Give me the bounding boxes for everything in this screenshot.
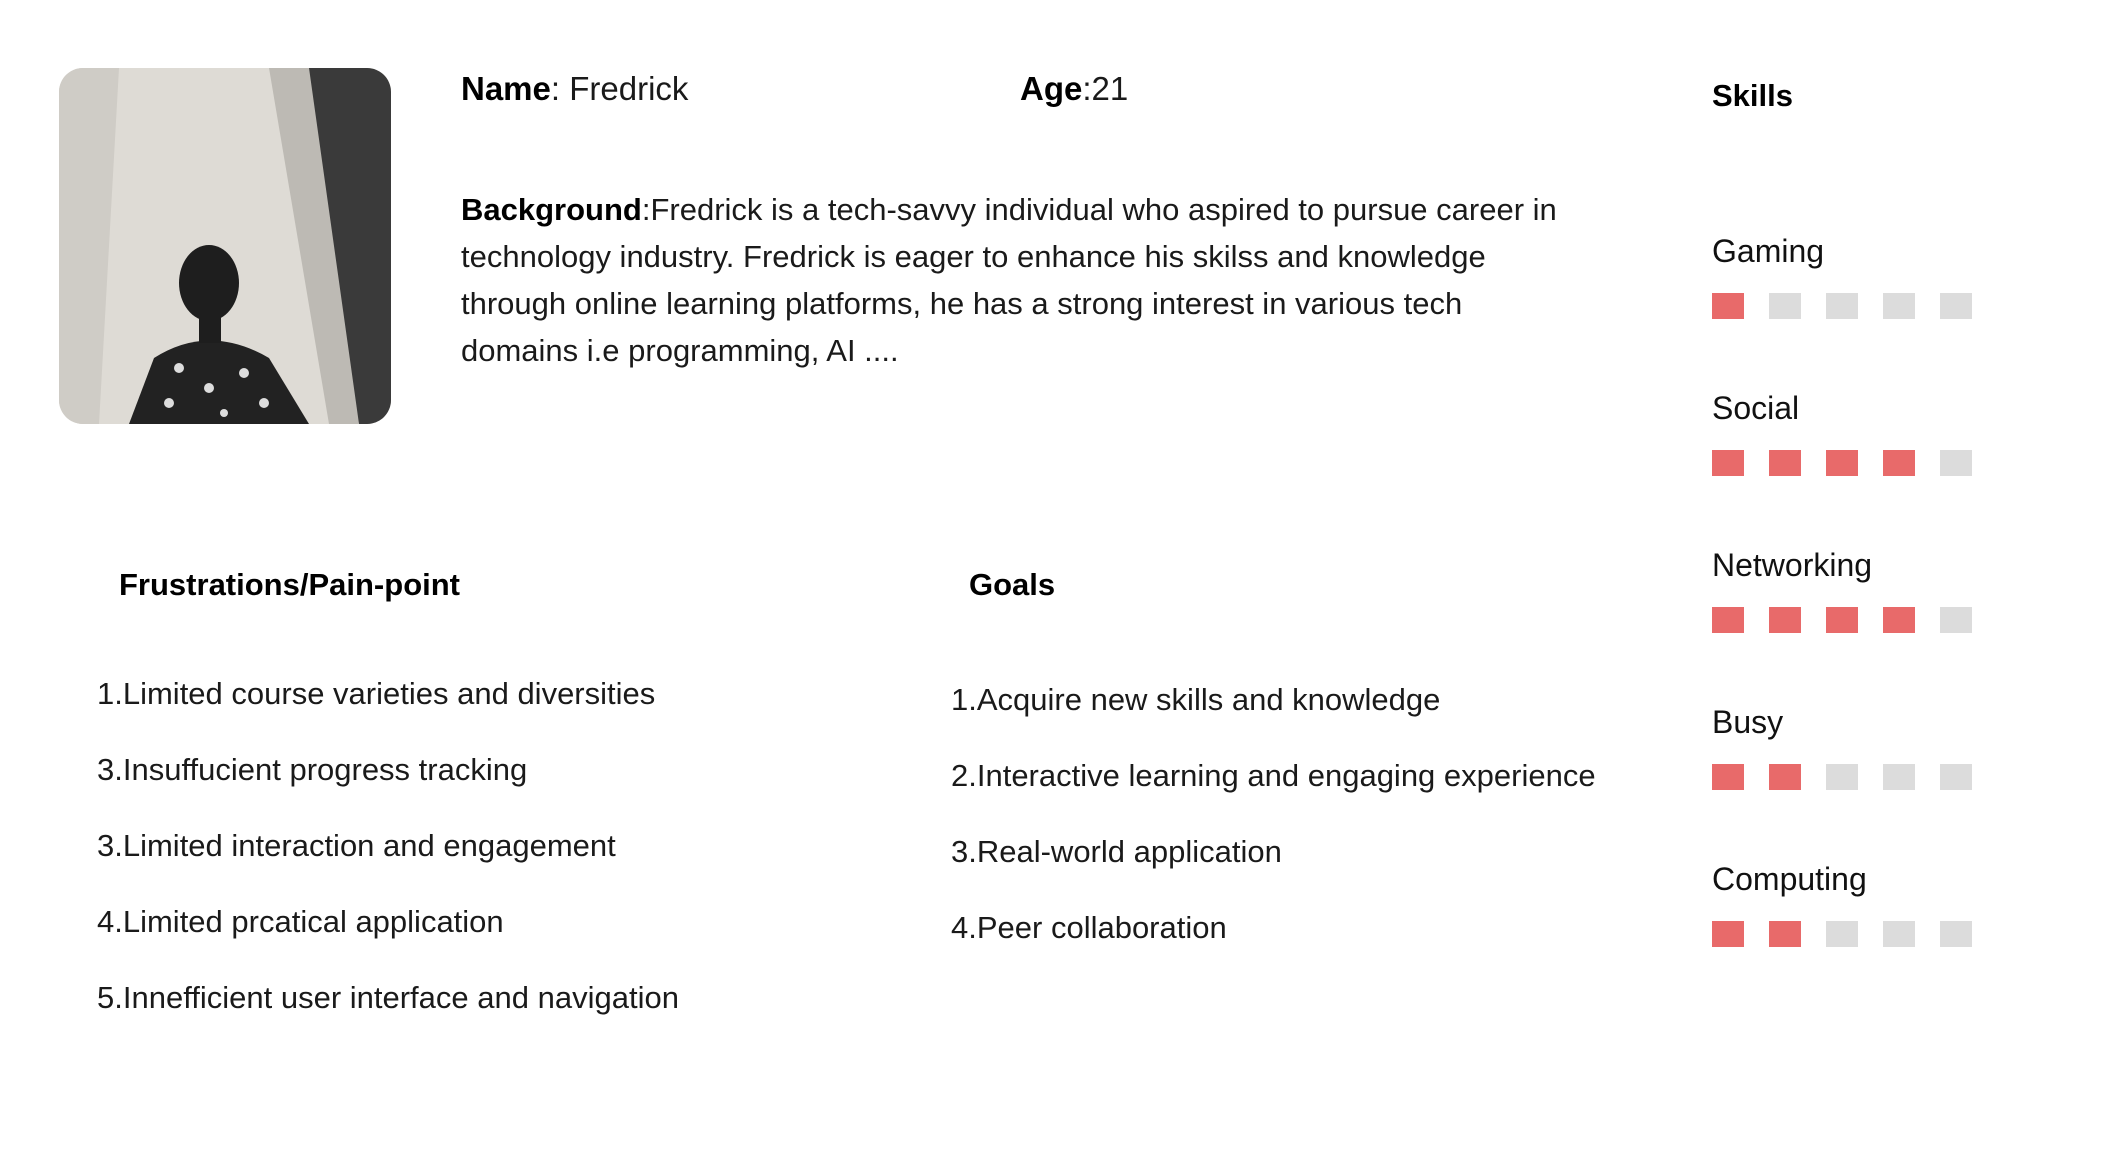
skill-level-empty xyxy=(1826,293,1858,319)
profile-photo xyxy=(59,68,391,424)
skill-gaming xyxy=(1712,230,1972,319)
skill-level-filled xyxy=(1883,450,1915,476)
skill-level-filled xyxy=(1826,607,1858,633)
frustration-item: 4.Limited prcatical application xyxy=(97,904,504,939)
frustration-item: 5.Innefficient user interface and navigation xyxy=(97,980,679,1015)
skill-level-filled xyxy=(1769,764,1801,790)
skill-level-empty xyxy=(1826,921,1858,947)
skill-level-filled xyxy=(1712,921,1744,947)
goal-item: 4.Peer collaboration xyxy=(951,910,1227,945)
frustration-item: 1.Limited course varieties and diversities xyxy=(97,676,656,711)
skill-level-filled xyxy=(1712,764,1744,790)
skill-level-empty xyxy=(1883,921,1915,947)
frustrations-list xyxy=(97,674,679,1054)
skill-networking xyxy=(1712,544,1972,633)
skill-level-empty xyxy=(1940,764,1972,790)
skill-level-empty xyxy=(1826,764,1858,790)
skill-label: Gaming xyxy=(1712,233,1825,269)
skill-level-filled xyxy=(1769,921,1801,947)
persona-name xyxy=(461,70,688,108)
skill-level-filled xyxy=(1883,607,1915,633)
skill-rating xyxy=(1712,293,1972,319)
skill-computing xyxy=(1712,858,1972,947)
skills-title: Skills xyxy=(1712,78,1793,113)
skill-level-filled xyxy=(1712,607,1744,633)
goal-item: 2.Interactive learning and engaging experience xyxy=(951,758,1596,793)
skill-level-filled xyxy=(1826,450,1858,476)
skill-level-filled xyxy=(1712,293,1744,319)
skill-label: Busy xyxy=(1712,704,1784,740)
skill-level-empty xyxy=(1940,921,1972,947)
skill-level-filled xyxy=(1712,450,1744,476)
skill-level-empty xyxy=(1883,764,1915,790)
persona-background xyxy=(461,186,1581,374)
skill-rating xyxy=(1712,921,1972,947)
person-photo-icon xyxy=(59,68,391,424)
frustrations-title: Frustrations/Pain-point xyxy=(119,567,460,602)
frustration-item: 3.Insuffucient progress tracking xyxy=(97,752,528,787)
skill-level-filled xyxy=(1769,607,1801,633)
skill-rating xyxy=(1712,764,1972,790)
goal-item: 1.Acquire new skills and knowledge xyxy=(951,682,1441,717)
skill-level-empty xyxy=(1940,607,1972,633)
name-value: : Fredrick xyxy=(550,70,689,107)
age-value: :21 xyxy=(1082,70,1129,107)
skill-level-filled xyxy=(1769,450,1801,476)
skill-rating xyxy=(1712,607,1972,633)
persona-age xyxy=(1020,70,1128,108)
skill-level-empty xyxy=(1769,293,1801,319)
name-label: Name xyxy=(461,70,551,107)
goals-list xyxy=(951,680,1596,984)
skill-label: Networking xyxy=(1712,547,1873,583)
skill-rating xyxy=(1712,450,1972,476)
skill-level-empty xyxy=(1883,293,1915,319)
background-text: :Fredrick is a tech-savvy individual who aspired to pursue career in technology industry. Fredrick is eager to enhance his skilss and knowledge through online learning platforms, he has a strong interest in various tech domains i.e programming, AI .... xyxy=(461,192,1557,368)
skill-label: Computing xyxy=(1712,861,1867,897)
skill-social xyxy=(1712,387,1972,476)
age-label: Age xyxy=(1020,70,1083,107)
frustration-item: 3.Limited interaction and engagement xyxy=(97,828,616,863)
skill-busy xyxy=(1712,701,1972,790)
goals-title: Goals xyxy=(969,567,1056,602)
background-label: Background xyxy=(461,192,642,227)
goal-item: 3.Real-world application xyxy=(951,834,1282,869)
skill-level-empty xyxy=(1940,293,1972,319)
skill-level-empty xyxy=(1940,450,1972,476)
skill-label: Social xyxy=(1712,390,1800,426)
